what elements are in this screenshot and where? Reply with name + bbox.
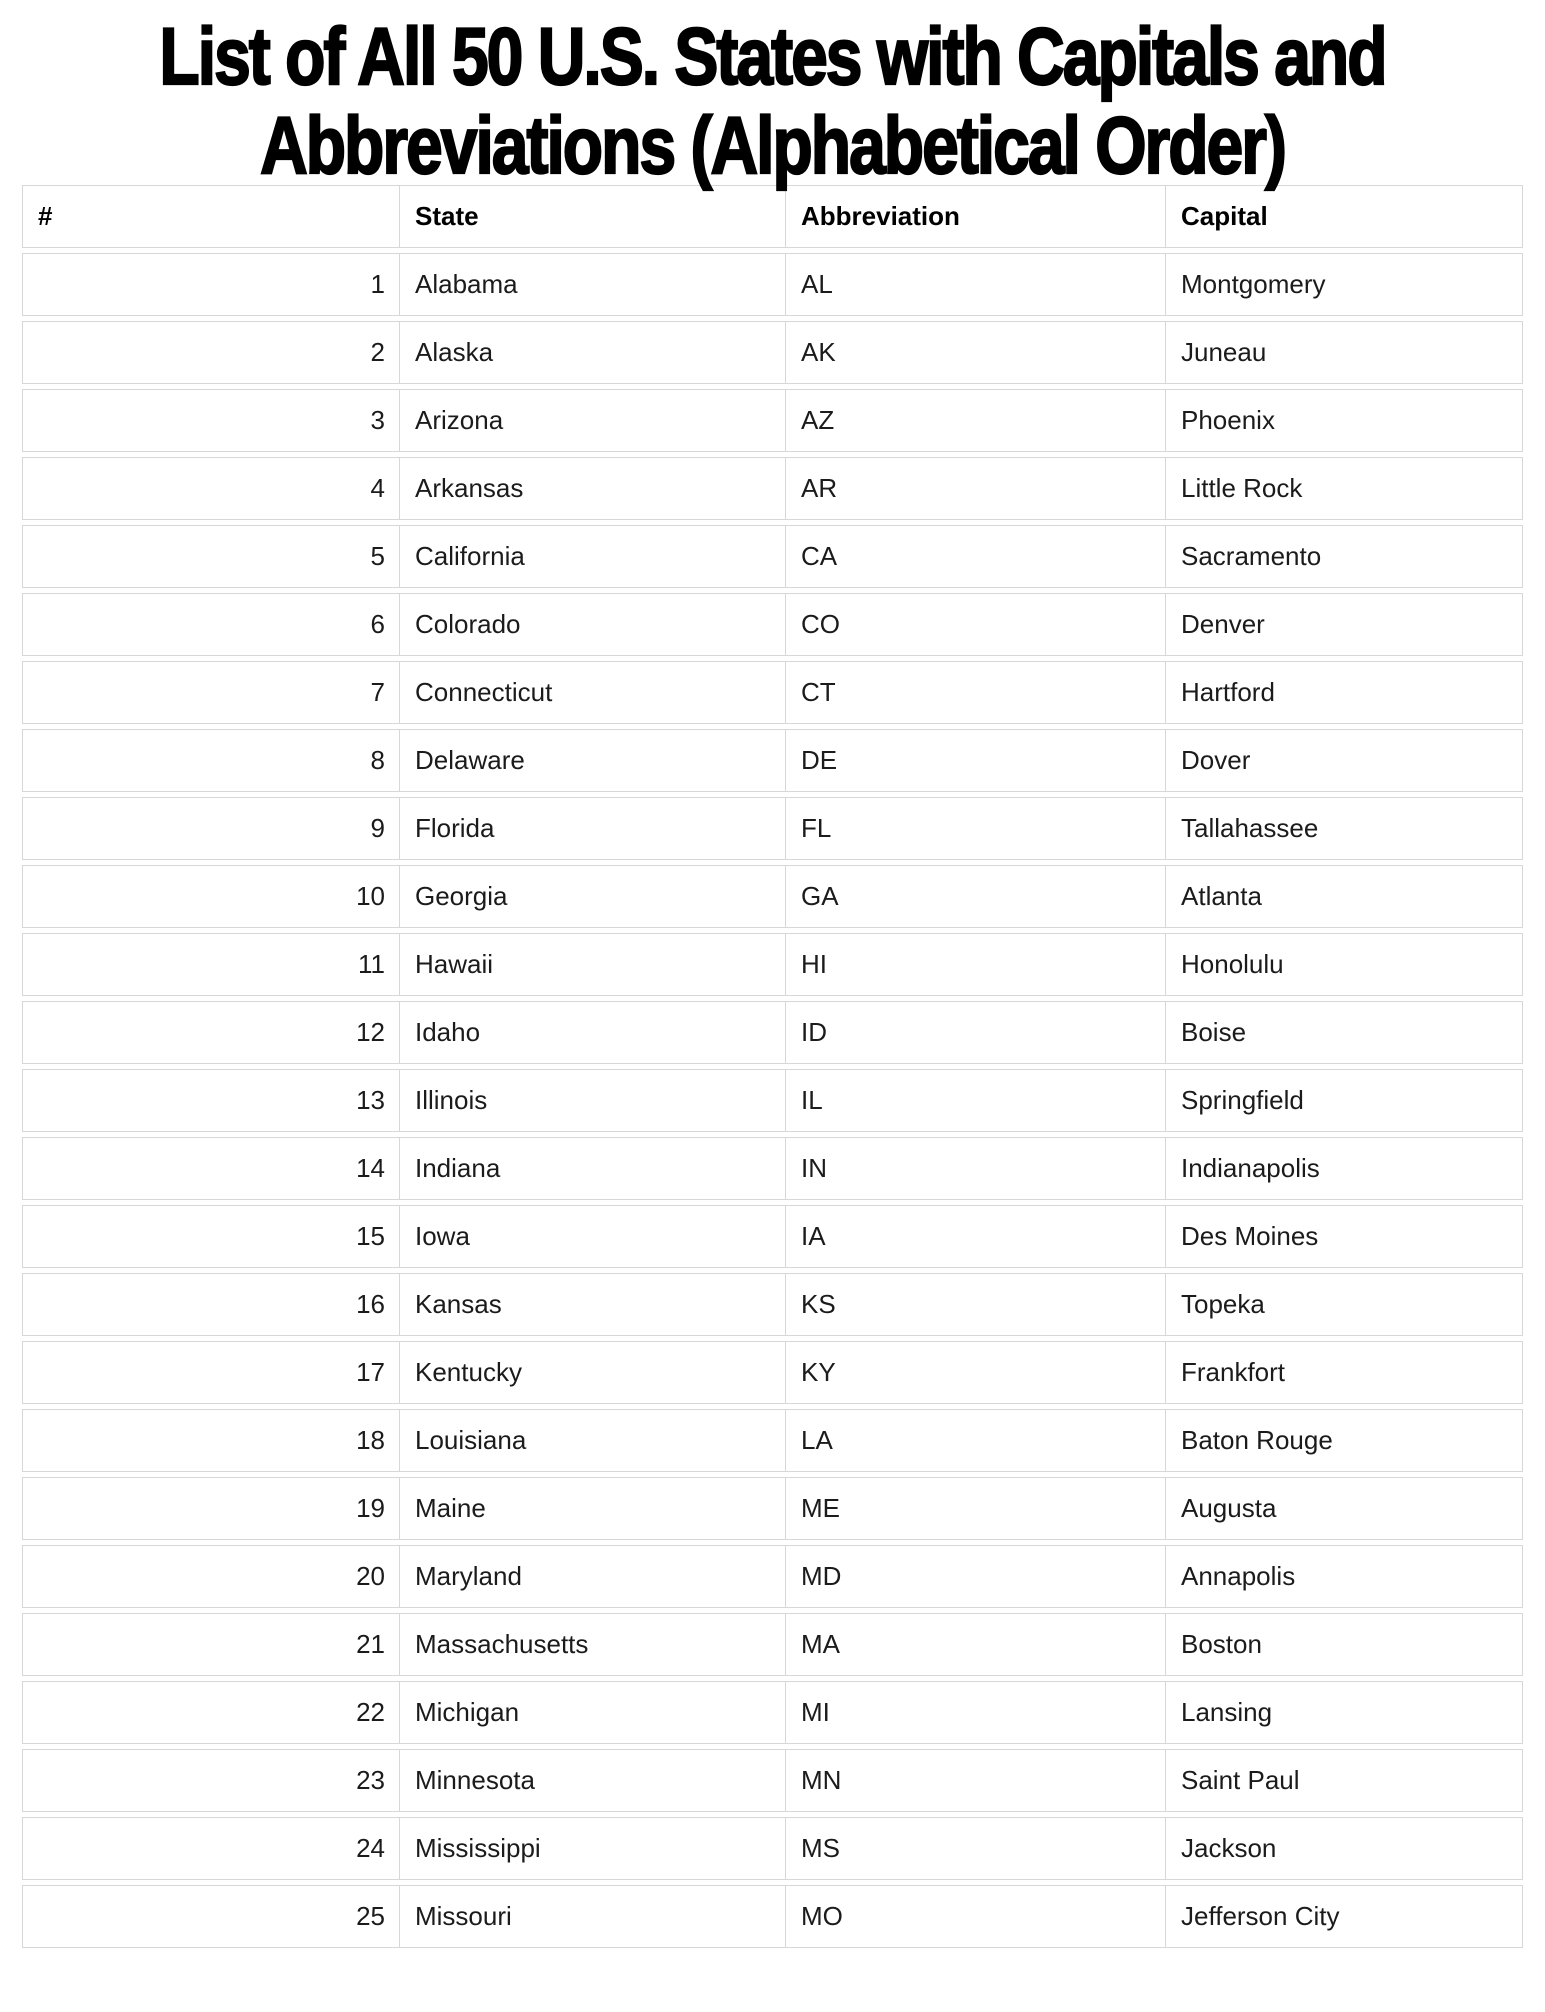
abbr-cell: KY <box>786 1341 1166 1404</box>
state-cell: Connecticut <box>400 661 786 724</box>
num-cell: 21 <box>22 1613 400 1676</box>
table-row <box>22 1273 1523 1336</box>
table-row <box>22 933 1523 996</box>
table-row <box>22 321 1523 384</box>
num-cell: 25 <box>22 1885 400 1948</box>
num-cell: 16 <box>22 1273 400 1336</box>
table-row <box>22 1681 1523 1744</box>
state-cell: Alaska <box>400 321 786 384</box>
abbr-cell: CT <box>786 661 1166 724</box>
page-title <box>0 12 1545 190</box>
table-row <box>22 1409 1523 1472</box>
capital-cell: Indianapolis <box>1166 1137 1523 1200</box>
table-row <box>22 1885 1523 1948</box>
num-cell: 15 <box>22 1205 400 1268</box>
state-cell: California <box>400 525 786 588</box>
capital-cell: Topeka <box>1166 1273 1523 1336</box>
num-cell: 24 <box>22 1817 400 1880</box>
num-cell: 18 <box>22 1409 400 1472</box>
abbr-cell: CO <box>786 593 1166 656</box>
table-header <box>22 185 1523 248</box>
abbr-cell: ME <box>786 1477 1166 1540</box>
table-row <box>22 1001 1523 1064</box>
num-cell: 14 <box>22 1137 400 1200</box>
page-header <box>0 10 1545 191</box>
table-row <box>22 1613 1523 1676</box>
state-cell: Massachusetts <box>400 1613 786 1676</box>
capital-cell: Denver <box>1166 593 1523 656</box>
abbr-cell: DE <box>786 729 1166 792</box>
table-row <box>22 457 1523 520</box>
num-cell: 6 <box>22 593 400 656</box>
table-row <box>22 797 1523 860</box>
abbr-cell: AL <box>786 253 1166 316</box>
state-cell: Arizona <box>400 389 786 452</box>
abbr-cell: AZ <box>786 389 1166 452</box>
table-row <box>22 1341 1523 1404</box>
abbr-cell: LA <box>786 1409 1166 1472</box>
table-row <box>22 661 1523 724</box>
num-cell: 11 <box>22 933 400 996</box>
state-cell: Arkansas <box>400 457 786 520</box>
capital-cell: Springfield <box>1166 1069 1523 1132</box>
state-cell: Michigan <box>400 1681 786 1744</box>
abbr-cell: IL <box>786 1069 1166 1132</box>
capital-cell: Boise <box>1166 1001 1523 1064</box>
abbr-cell: KS <box>786 1273 1166 1336</box>
state-cell: Minnesota <box>400 1749 786 1812</box>
capital-cell: Lansing <box>1166 1681 1523 1744</box>
num-cell: 23 <box>22 1749 400 1812</box>
column-header-abbreviation: Abbreviation <box>786 185 1166 248</box>
capital-cell: Frankfort <box>1166 1341 1523 1404</box>
capital-cell: Jefferson City <box>1166 1885 1523 1948</box>
num-cell: 9 <box>22 797 400 860</box>
num-cell: 3 <box>22 389 400 452</box>
header-row <box>22 185 1523 248</box>
table-body <box>22 253 1523 1948</box>
num-cell: 12 <box>22 1001 400 1064</box>
num-cell: 19 <box>22 1477 400 1540</box>
capital-cell: Phoenix <box>1166 389 1523 452</box>
abbr-cell: GA <box>786 865 1166 928</box>
state-cell: Colorado <box>400 593 786 656</box>
column-header-capital: Capital <box>1166 185 1523 248</box>
num-cell: 13 <box>22 1069 400 1132</box>
abbr-cell: MI <box>786 1681 1166 1744</box>
state-cell: Idaho <box>400 1001 786 1064</box>
num-cell: 1 <box>22 253 400 316</box>
capital-cell: Boston <box>1166 1613 1523 1676</box>
capital-cell: Atlanta <box>1166 865 1523 928</box>
abbr-cell: AK <box>786 321 1166 384</box>
abbr-cell: IN <box>786 1137 1166 1200</box>
num-cell: 17 <box>22 1341 400 1404</box>
table-row <box>22 1545 1523 1608</box>
state-cell: Iowa <box>400 1205 786 1268</box>
state-cell: Louisiana <box>400 1409 786 1472</box>
abbr-cell: IA <box>786 1205 1166 1268</box>
page-title-line-1: List of All 50 U.S. States with Capitals and <box>159 10 1386 102</box>
abbr-cell: HI <box>786 933 1166 996</box>
capital-cell: Tallahassee <box>1166 797 1523 860</box>
state-cell: Hawaii <box>400 933 786 996</box>
capital-cell: Saint Paul <box>1166 1749 1523 1812</box>
table-row <box>22 1205 1523 1268</box>
abbr-cell: AR <box>786 457 1166 520</box>
capital-cell: Annapolis <box>1166 1545 1523 1608</box>
state-cell: Delaware <box>400 729 786 792</box>
table-row <box>22 525 1523 588</box>
capital-cell: Little Rock <box>1166 457 1523 520</box>
abbr-cell: MO <box>786 1885 1166 1948</box>
column-header-number: # <box>22 185 400 248</box>
abbr-cell: MD <box>786 1545 1166 1608</box>
state-cell: Maine <box>400 1477 786 1540</box>
page-title-line-2: Abbreviations (Alphabetical Order) <box>260 99 1285 191</box>
num-cell: 5 <box>22 525 400 588</box>
table-row <box>22 729 1523 792</box>
abbr-cell: ID <box>786 1001 1166 1064</box>
table-row <box>22 1137 1523 1200</box>
abbr-cell: MS <box>786 1817 1166 1880</box>
num-cell: 20 <box>22 1545 400 1608</box>
num-cell: 4 <box>22 457 400 520</box>
capital-cell: Honolulu <box>1166 933 1523 996</box>
table-row <box>22 1069 1523 1132</box>
capital-cell: Des Moines <box>1166 1205 1523 1268</box>
state-cell: Maryland <box>400 1545 786 1608</box>
table-row <box>22 1749 1523 1812</box>
state-cell: Missouri <box>400 1885 786 1948</box>
table-row <box>22 593 1523 656</box>
capital-cell: Jackson <box>1166 1817 1523 1880</box>
state-cell: Indiana <box>400 1137 786 1200</box>
capital-cell: Montgomery <box>1166 253 1523 316</box>
table-row <box>22 389 1523 452</box>
table-row <box>22 1817 1523 1880</box>
state-cell: Mississippi <box>400 1817 786 1880</box>
table-row <box>22 1477 1523 1540</box>
num-cell: 10 <box>22 865 400 928</box>
abbr-cell: CA <box>786 525 1166 588</box>
capital-cell: Augusta <box>1166 1477 1523 1540</box>
state-cell: Alabama <box>400 253 786 316</box>
state-cell: Florida <box>400 797 786 860</box>
table-row <box>22 865 1523 928</box>
abbr-cell: MA <box>786 1613 1166 1676</box>
num-cell: 22 <box>22 1681 400 1744</box>
num-cell: 8 <box>22 729 400 792</box>
abbr-cell: MN <box>786 1749 1166 1812</box>
state-cell: Kansas <box>400 1273 786 1336</box>
state-cell: Illinois <box>400 1069 786 1132</box>
capital-cell: Juneau <box>1166 321 1523 384</box>
table-row <box>22 253 1523 316</box>
num-cell: 7 <box>22 661 400 724</box>
abbr-cell: FL <box>786 797 1166 860</box>
capital-cell: Dover <box>1166 729 1523 792</box>
state-cell: Georgia <box>400 865 786 928</box>
state-cell: Kentucky <box>400 1341 786 1404</box>
column-header-state: State <box>400 185 786 248</box>
states-table <box>22 180 1523 1953</box>
capital-cell: Hartford <box>1166 661 1523 724</box>
num-cell: 2 <box>22 321 400 384</box>
capital-cell: Baton Rouge <box>1166 1409 1523 1472</box>
capital-cell: Sacramento <box>1166 525 1523 588</box>
